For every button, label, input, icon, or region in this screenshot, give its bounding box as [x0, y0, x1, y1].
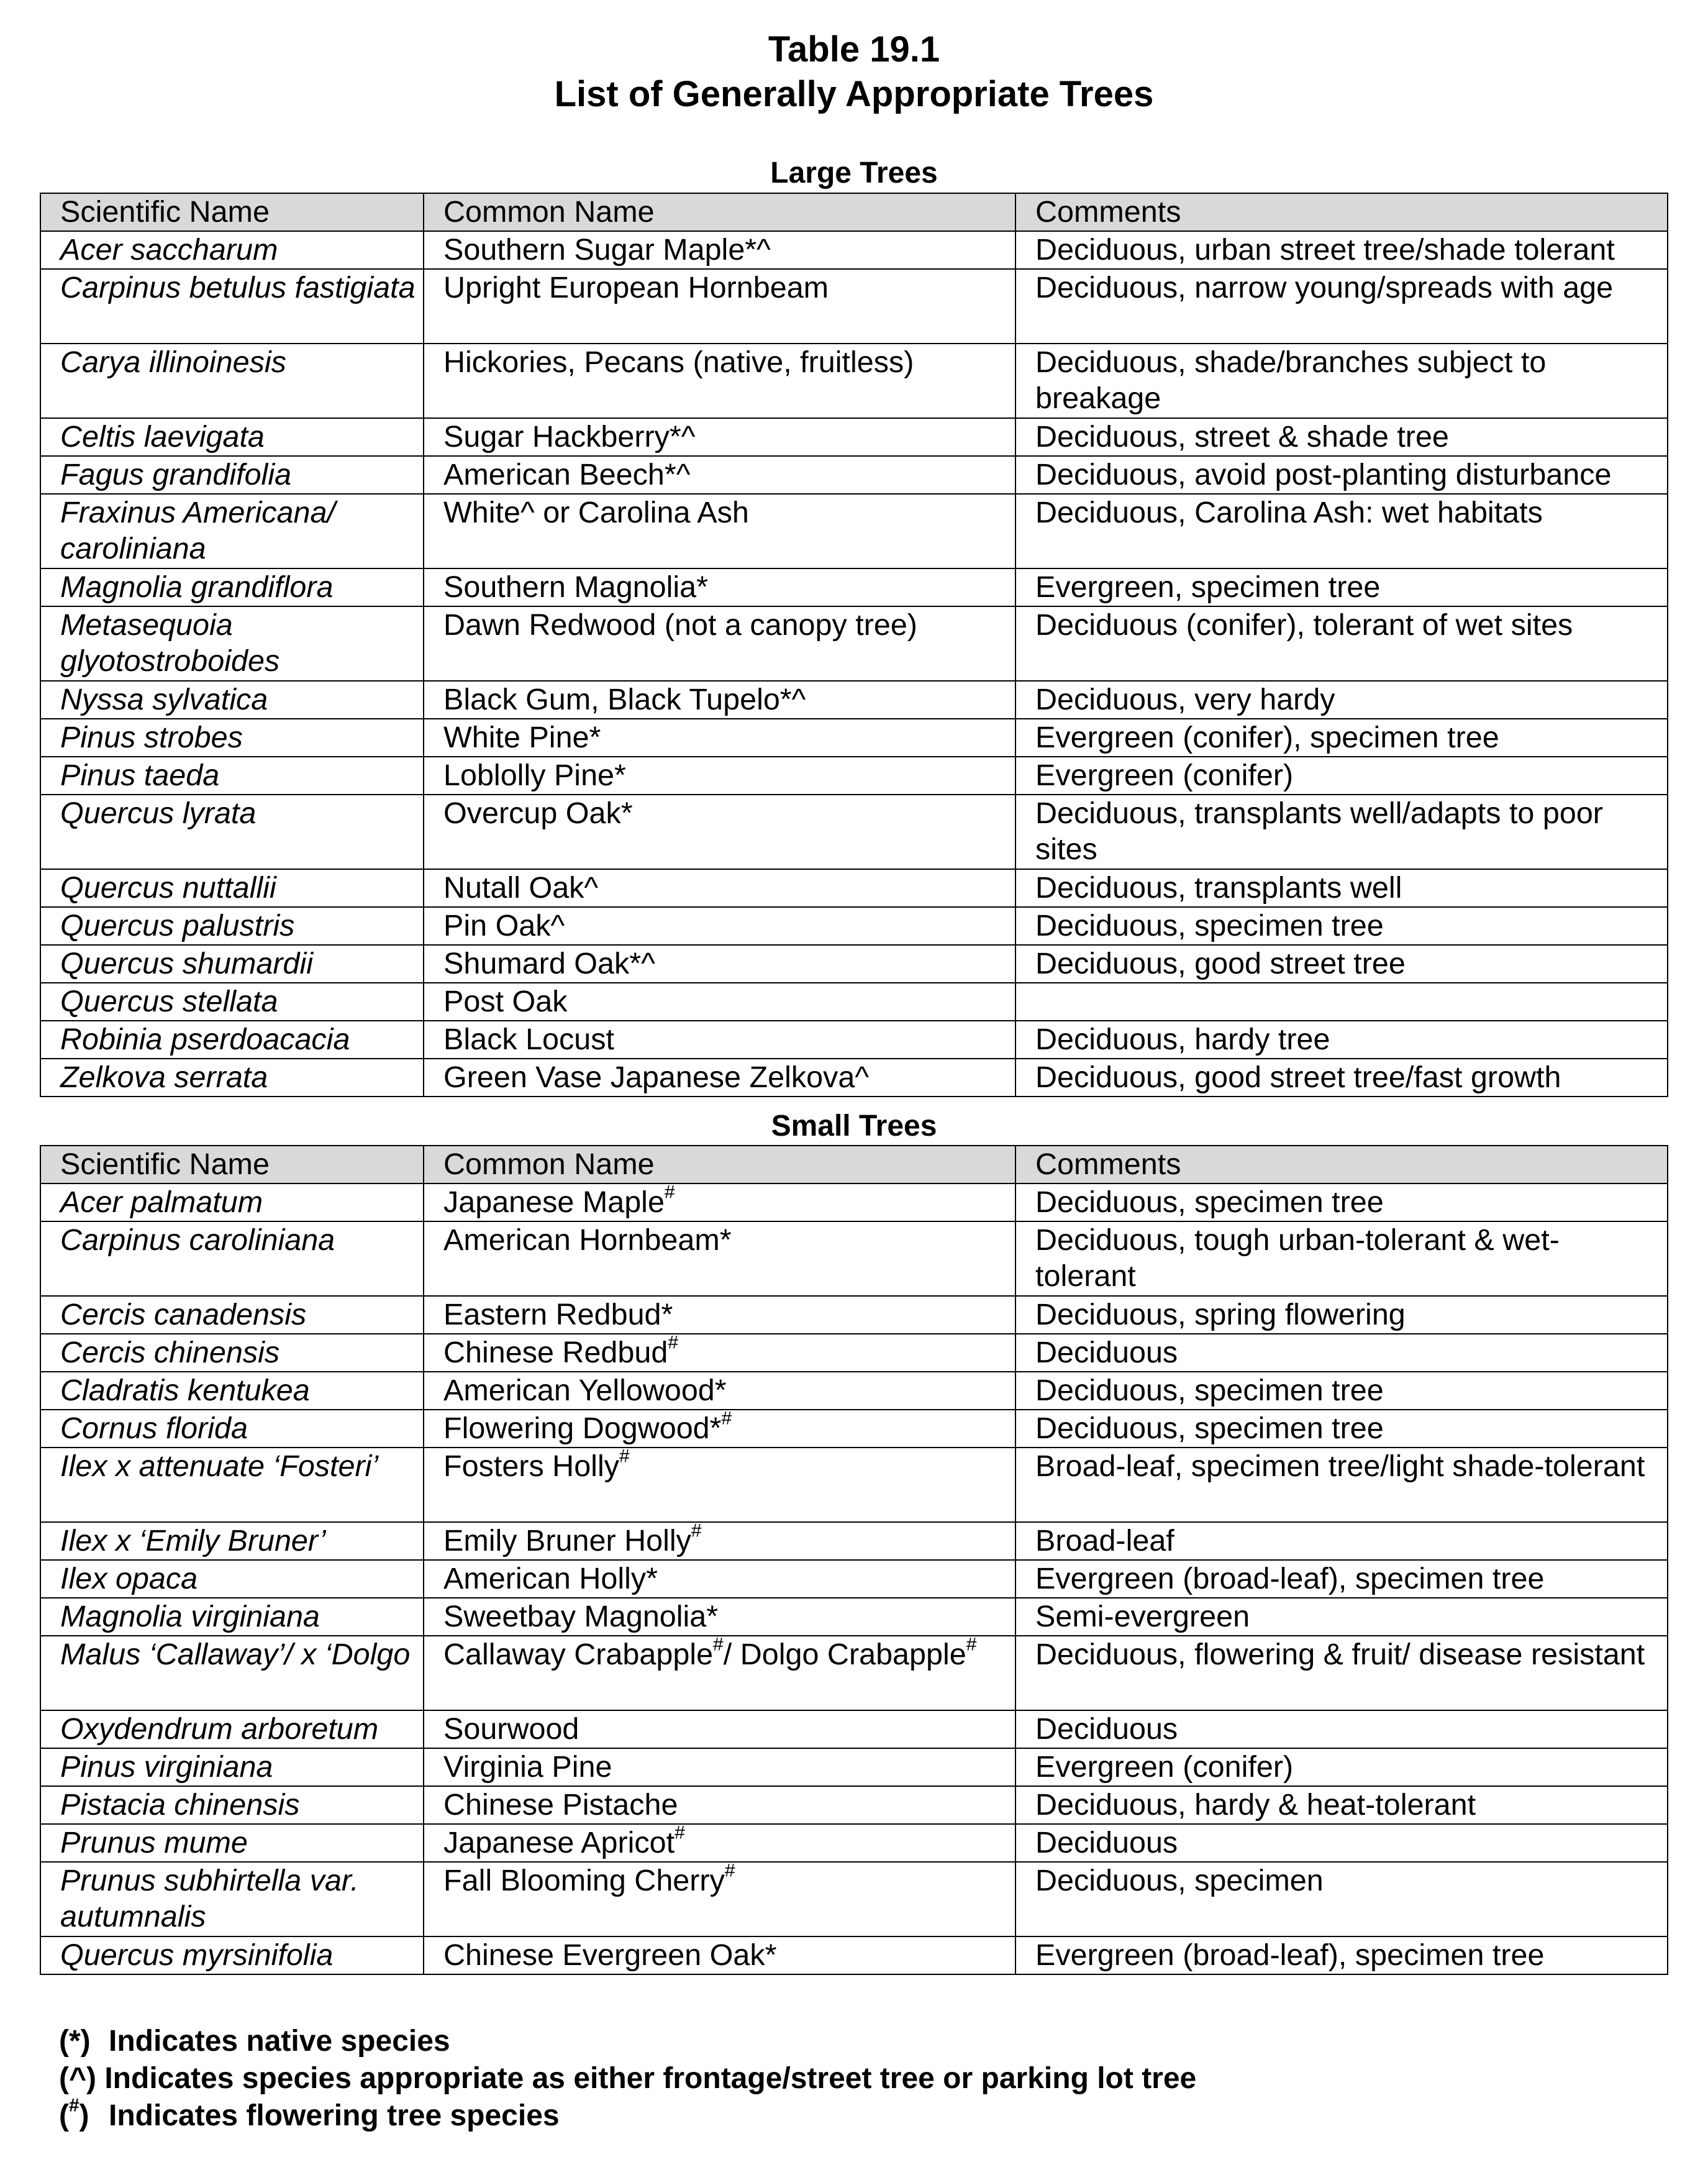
common-name-cell: Fall Blooming Cherry#	[424, 1862, 1015, 1936]
common-name-cell: Hickories, Pecans (native, fruitless)	[424, 344, 1015, 418]
column-header-comments: Comments	[1015, 1146, 1668, 1183]
scientific-name-cell: Pinus virginiana	[40, 1748, 424, 1786]
common-name-cell: Sugar Hackberry*^	[424, 418, 1015, 456]
common-name-cell: Black Gum, Black Tupelo*^	[424, 681, 1015, 719]
scientific-name-cell: Cladratis kentukea	[40, 1372, 424, 1410]
table-row	[40, 795, 1668, 869]
common-name-cell: Southern Magnolia*	[424, 568, 1015, 606]
common-name-cell: Upright European Hornbeam	[424, 269, 1015, 344]
comments-cell: Deciduous (conifer), tolerant of wet sites	[1015, 606, 1668, 681]
column-header-scientific: Scientific Name	[40, 193, 424, 231]
common-name-cell: Emily Bruner Holly#	[424, 1522, 1015, 1560]
table-row	[40, 1710, 1668, 1748]
table-row	[40, 1059, 1668, 1097]
table-row	[40, 719, 1668, 757]
legend-text: Indicates species appropriate as either frontage/street tree or parking lot tree	[104, 2062, 1197, 2095]
scientific-name-cell: Fagus grandifolia	[40, 456, 424, 494]
table-number: Table 19.1	[768, 29, 940, 70]
comments-cell: Broad-leaf	[1015, 1522, 1668, 1560]
scientific-name-cell: Carpinus caroliniana	[40, 1221, 424, 1296]
table-row	[40, 1636, 1668, 1710]
scientific-name-cell: Cercis chinensis	[40, 1334, 424, 1372]
common-name-cell: Callaway Crabapple#/ Dolgo Crabapple#	[424, 1636, 1015, 1710]
table-row	[40, 1598, 1668, 1636]
comments-cell: Broad-leaf, specimen tree/light shade-tolerant	[1015, 1448, 1668, 1522]
table-row	[40, 344, 1668, 418]
common-name-cell: Green Vase Japanese Zelkova^	[424, 1059, 1015, 1097]
legend	[59, 2023, 1196, 2135]
common-name-cell: Dawn Redwood (not a canopy tree)	[424, 606, 1015, 681]
table-row	[40, 1334, 1668, 1372]
column-header-comments: Comments	[1015, 193, 1668, 231]
table-row	[40, 1560, 1668, 1598]
table-row	[40, 1748, 1668, 1786]
common-name-cell: Flowering Dogwood*#	[424, 1410, 1015, 1448]
common-name-cell: Eastern Redbud*	[424, 1296, 1015, 1334]
comments-cell: Deciduous, transplants well	[1015, 869, 1668, 907]
comments-cell: Semi-evergreen	[1015, 1598, 1668, 1636]
table-row	[40, 681, 1668, 719]
scientific-name-cell: Celtis laevigata	[40, 418, 424, 456]
table-row	[40, 1183, 1668, 1221]
scientific-name-cell: Fraxinus Americana/ caroliniana	[40, 494, 424, 568]
table-row	[40, 1522, 1668, 1560]
scientific-name-cell: Pinus strobes	[40, 719, 424, 757]
comments-cell: Deciduous, specimen tree	[1015, 907, 1668, 945]
table-row	[40, 1410, 1668, 1448]
common-name-cell: Chinese Pistache	[424, 1786, 1015, 1824]
table-row	[40, 945, 1668, 983]
column-header-common: Common Name	[424, 1146, 1015, 1183]
common-name-cell: Virginia Pine	[424, 1748, 1015, 1786]
comments-cell: Evergreen (conifer), specimen tree	[1015, 719, 1668, 757]
small-trees-table	[40, 1145, 1668, 1975]
comments-cell: Deciduous, good street tree	[1015, 945, 1668, 983]
comments-cell: Deciduous	[1015, 1334, 1668, 1372]
comments-cell	[1015, 983, 1668, 1021]
scientific-name-cell: Magnolia virginiana	[40, 1598, 424, 1636]
scientific-name-cell: Carya illinoinesis	[40, 344, 424, 418]
comments-cell: Deciduous, specimen	[1015, 1862, 1668, 1936]
scientific-name-cell: Quercus shumardii	[40, 945, 424, 983]
comments-cell: Evergreen (broad-leaf), specimen tree	[1015, 1936, 1668, 1974]
comments-cell: Deciduous, spring flowering	[1015, 1296, 1668, 1334]
scientific-name-cell: Robinia pserdoacacia	[40, 1021, 424, 1059]
scientific-name-cell: Malus ‘Callaway’/ x ‘Dolgo	[40, 1636, 424, 1710]
scientific-name-cell: Quercus nuttallii	[40, 869, 424, 907]
common-name-cell: White^ or Carolina Ash	[424, 494, 1015, 568]
legend-symbol: (^)	[59, 2062, 96, 2095]
table-row	[40, 269, 1668, 344]
common-name-cell: Japanese Maple#	[424, 1183, 1015, 1221]
comments-cell: Deciduous, specimen tree	[1015, 1372, 1668, 1410]
scientific-name-cell: Pistacia chinensis	[40, 1786, 424, 1824]
comments-cell: Evergreen (conifer)	[1015, 757, 1668, 795]
common-name-cell: Chinese Evergreen Oak*	[424, 1936, 1015, 1974]
common-name-cell: American Yellowood*	[424, 1372, 1015, 1410]
scientific-name-cell: Prunus subhirtella var. autumnalis	[40, 1862, 424, 1936]
common-name-cell: Pin Oak^	[424, 907, 1015, 945]
large-trees-table	[40, 193, 1668, 1097]
table-row	[40, 1448, 1668, 1522]
comments-cell: Evergreen (conifer)	[1015, 1748, 1668, 1786]
small-trees-heading: Small Trees	[771, 1110, 937, 1142]
scientific-name-cell: Magnolia grandiflora	[40, 568, 424, 606]
comments-cell: Deciduous, specimen tree	[1015, 1410, 1668, 1448]
scientific-name-cell: Quercus stellata	[40, 983, 424, 1021]
comments-cell: Evergreen, specimen tree	[1015, 568, 1668, 606]
common-name-cell: Post Oak	[424, 983, 1015, 1021]
comments-cell: Deciduous	[1015, 1824, 1668, 1862]
document-title: List of Generally Appropriate Trees	[554, 74, 1154, 114]
common-name-cell: Chinese Redbud#	[424, 1334, 1015, 1372]
scientific-name-cell: Cornus florida	[40, 1410, 424, 1448]
table-row	[40, 869, 1668, 907]
comments-cell: Deciduous, tough urban-tolerant & wet-tolerant	[1015, 1221, 1668, 1296]
scientific-name-cell: Acer palmatum	[40, 1183, 424, 1221]
scientific-name-cell: Metasequoia glyotostroboides	[40, 606, 424, 681]
comments-cell: Deciduous, street & shade tree	[1015, 418, 1668, 456]
common-name-cell: Japanese Apricot#	[424, 1824, 1015, 1862]
scientific-name-cell: Acer saccharum	[40, 231, 424, 269]
comments-cell: Deciduous, flowering & fruit/ disease resistant	[1015, 1636, 1668, 1710]
table-header-row	[40, 193, 1668, 231]
common-name-cell: American Beech*^	[424, 456, 1015, 494]
legend-symbol: (#)	[59, 2095, 89, 2132]
table-header-row	[40, 1146, 1668, 1183]
scientific-name-cell: Ilex x ‘Emily Bruner’	[40, 1522, 424, 1560]
legend-street	[59, 2060, 1196, 2097]
comments-cell: Deciduous, very hardy	[1015, 681, 1668, 719]
comments-cell: Deciduous, specimen tree	[1015, 1183, 1668, 1221]
scientific-name-cell: Ilex opaca	[40, 1560, 424, 1598]
comments-cell: Deciduous, avoid post-planting disturbance	[1015, 456, 1668, 494]
large-trees-heading: Large Trees	[770, 157, 938, 189]
common-name-cell: Loblolly Pine*	[424, 757, 1015, 795]
common-name-cell: Sourwood	[424, 1710, 1015, 1748]
table-row	[40, 1021, 1668, 1059]
common-name-cell: Black Locust	[424, 1021, 1015, 1059]
scientific-name-cell: Quercus myrsinifolia	[40, 1936, 424, 1974]
legend-text: Indicates flowering tree species	[109, 2099, 560, 2132]
table-row	[40, 1786, 1668, 1824]
comments-cell: Evergreen (broad-leaf), specimen tree	[1015, 1560, 1668, 1598]
scientific-name-cell: Prunus mume	[40, 1824, 424, 1862]
scientific-name-cell: Oxydendrum arboretum	[40, 1710, 424, 1748]
comments-cell: Deciduous, shade/branches subject to breakage	[1015, 344, 1668, 418]
table-row	[40, 757, 1668, 795]
common-name-cell: White Pine*	[424, 719, 1015, 757]
comments-cell: Deciduous, urban street tree/shade tolerant	[1015, 231, 1668, 269]
table-row	[40, 1372, 1668, 1410]
table-row	[40, 1824, 1668, 1862]
table-row	[40, 1221, 1668, 1296]
legend-flowering	[59, 2097, 1196, 2135]
table-row	[40, 231, 1668, 269]
common-name-cell: Fosters Holly#	[424, 1448, 1015, 1522]
comments-cell: Deciduous	[1015, 1710, 1668, 1748]
comments-cell: Deciduous, hardy & heat-tolerant	[1015, 1786, 1668, 1824]
scientific-name-cell: Quercus palustris	[40, 907, 424, 945]
common-name-cell: Shumard Oak*^	[424, 945, 1015, 983]
table-row	[40, 418, 1668, 456]
column-header-scientific: Scientific Name	[40, 1146, 424, 1183]
table-row	[40, 1296, 1668, 1334]
table-row	[40, 1936, 1668, 1974]
table-row	[40, 1862, 1668, 1936]
common-name-cell: American Hornbeam*	[424, 1221, 1015, 1296]
legend-text: Indicates native species	[109, 2025, 450, 2058]
common-name-cell: Nutall Oak^	[424, 869, 1015, 907]
table-row	[40, 568, 1668, 606]
scientific-name-cell: Carpinus betulus fastigiata	[40, 269, 424, 344]
scientific-name-cell: Ilex x attenuate ‘Fosteri’	[40, 1448, 424, 1522]
comments-cell: Deciduous, narrow young/spreads with age	[1015, 269, 1668, 344]
common-name-cell: American Holly*	[424, 1560, 1015, 1598]
common-name-cell: Sweetbay Magnolia*	[424, 1598, 1015, 1636]
scientific-name-cell: Cercis canadensis	[40, 1296, 424, 1334]
comments-cell: Deciduous, hardy tree	[1015, 1021, 1668, 1059]
common-name-cell: Southern Sugar Maple*^	[424, 231, 1015, 269]
comments-cell: Deciduous, Carolina Ash: wet habitats	[1015, 494, 1668, 568]
table-row	[40, 494, 1668, 568]
common-name-cell: Overcup Oak*	[424, 795, 1015, 869]
table-row	[40, 983, 1668, 1021]
comments-cell: Deciduous, transplants well/adapts to poor sites	[1015, 795, 1668, 869]
column-header-common: Common Name	[424, 193, 1015, 231]
scientific-name-cell: Quercus lyrata	[40, 795, 424, 869]
table-row	[40, 907, 1668, 945]
scientific-name-cell: Zelkova serrata	[40, 1059, 424, 1097]
legend-symbol: (*)	[59, 2025, 91, 2058]
scientific-name-cell: Nyssa sylvatica	[40, 681, 424, 719]
table-row	[40, 456, 1668, 494]
legend-native	[59, 2023, 1196, 2060]
scientific-name-cell: Pinus taeda	[40, 757, 424, 795]
comments-cell: Deciduous, good street tree/fast growth	[1015, 1059, 1668, 1097]
table-row	[40, 606, 1668, 681]
